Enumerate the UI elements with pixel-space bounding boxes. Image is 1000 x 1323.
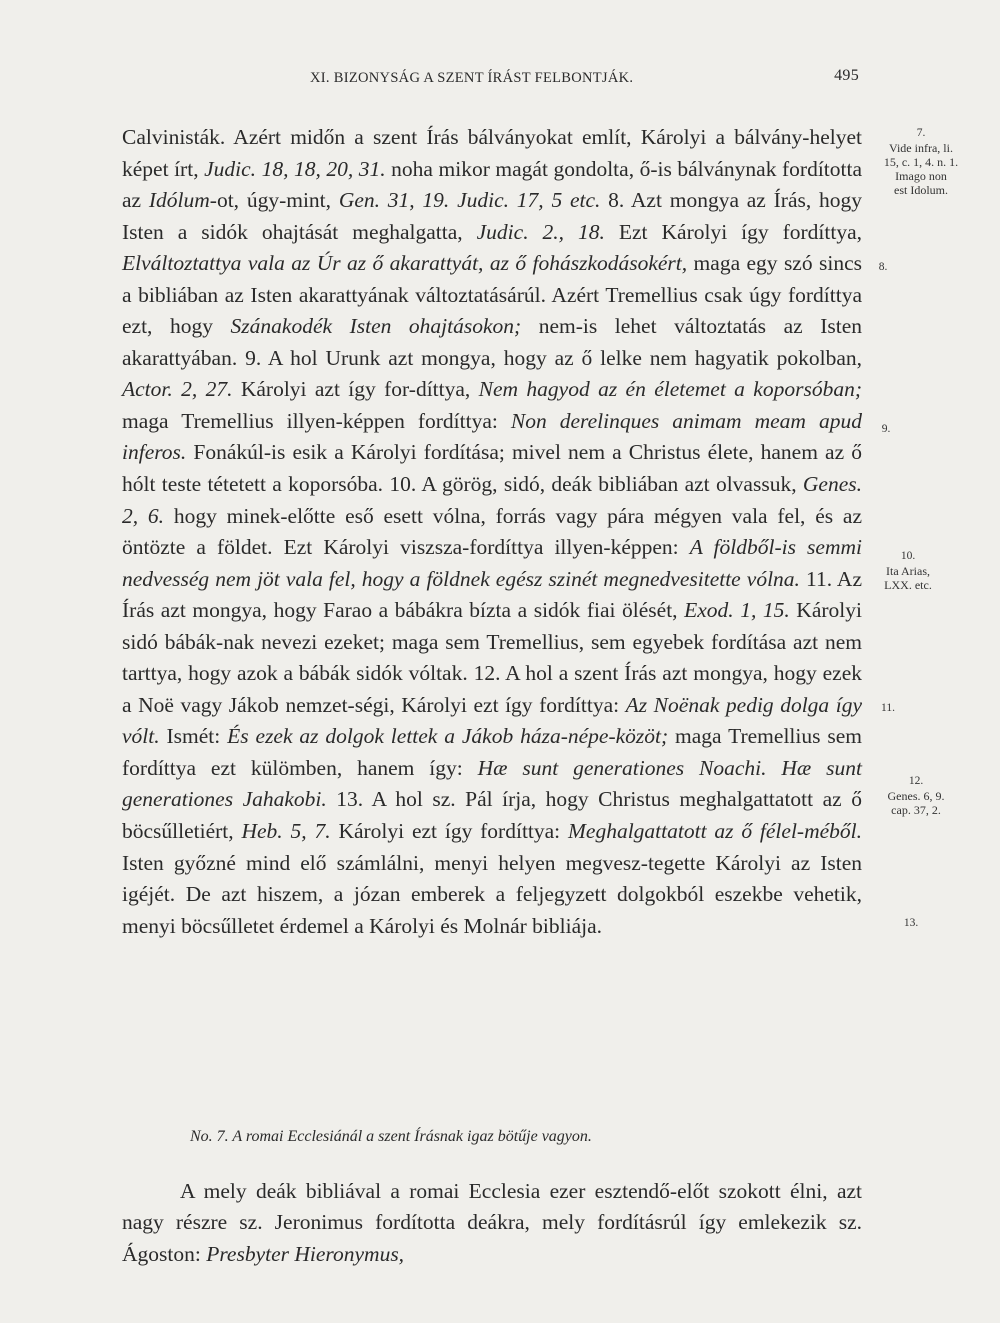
margin-note-number: 11.	[881, 702, 895, 714]
text-run: Calvinisták. Azért midőn a szent Írás bálványokat említ, Károlyi a bálvány-helyet képet írt,	[122, 125, 862, 181]
margin-note-line: est Idolum.	[894, 183, 948, 197]
italic-citation: Non derelinques animam meam apud inferos.	[122, 408, 862, 465]
margin-note-number: 13.	[903, 917, 919, 929]
text-run: nem-is lehet változtatás az Isten akarattyában. 9. A hol Urunk azt mongya, hogy az ő lelke nem hagyatik pokolban,	[122, 314, 863, 370]
italic-citation: Heb. 5, 7.	[241, 819, 331, 844]
italic-citation: Nem hagyod az én életemet a koporsóban;	[478, 377, 862, 402]
main-paragraph	[122, 122, 862, 942]
italic-citation: Meghalgattatott az ő félel-méből.	[568, 819, 862, 844]
italic-citation: Genes. 2, 6.	[122, 472, 862, 528]
text-run: 13. A hol sz. Pál írja, hogy Christus meghalgattatott az ő böcsűlletiért,	[122, 787, 862, 844]
margin-note-line: LXX. etc.	[884, 578, 932, 592]
margin-note-line: cap. 37, 2.	[891, 803, 941, 817]
italic-citation: Hæ sunt generationes Noachi. Hæ sunt generationes Jahakobi.	[122, 755, 862, 812]
margin-note-line: Vide infra, li.	[889, 141, 953, 155]
margin-note-9	[871, 422, 901, 437]
text-run: Ismét:	[159, 724, 228, 749]
text-run: Ezt Károlyi így fordíttya,	[604, 219, 862, 244]
text-run: A mely deák bibliával a romai Ecclesia ezer esztendő-előt szokott élni, azt nagy részre sz. Jeronimus fordította deákra, mely fordításrúl így emlekezik sz. Ágoston:	[122, 1178, 862, 1266]
text-run: maga egy szó sincs a bibliában az Isten akarattyának változtatásárúl. Azért Tremellius csak úgy fordíttya ezt, hogy	[122, 251, 862, 339]
italic-citation: Gen. 31, 19. Judic. 17, 5 etc.	[338, 188, 601, 213]
text-run: maga Tremellius sem fordíttya ezt külömben, hanem így:	[122, 724, 862, 780]
italic-citation: Az Noënak pedig dolga így vólt.	[122, 692, 862, 749]
section-heading: No. 7. A romai Ecclesiánál a szent Írásnak igaz bötűje vagyon.	[190, 1128, 592, 1145]
italic-citation: Idólum	[148, 188, 210, 213]
margin-note-13	[896, 916, 926, 931]
text-run: Károlyi ezt így fordíttya:	[330, 819, 568, 844]
text-run: Isten győzné mind elő számlálni, menyi helyen megvesz-tegette Károlyi az Isten igéjét. De azt hiszem, a józan emberek a feljegyzett dolgokból eszekbe vehetik, menyi böcsűlletet érdemel a Károlyi és Molnár bibliája.	[122, 850, 862, 938]
margin-note-line: 15, c. 1, 4. n. 1.	[883, 155, 959, 169]
next-paragraph	[122, 1176, 862, 1271]
margin-note-11	[868, 701, 908, 716]
margin-note-number: 12.	[908, 775, 924, 787]
text-run: Károlyi sidó bábák-nak nevezi ezeket; maga sem Tremellius, sem egyebek fordítása azt nem tarttya, hogy azok a bábák sidók vóltak. 12. A hol a szent Írás azt mongya, hogy ezek a Noë vagy Jákob nemzet-ségi, Károlyi ezt így fordíttya:	[122, 598, 862, 717]
margin-note-line: Ita Arias,	[886, 564, 930, 578]
text-run: Károlyi azt így for-díttya,	[232, 377, 479, 402]
margin-note-line: Genes. 6, 9.	[887, 789, 945, 803]
main-text-block	[122, 122, 862, 942]
margin-note-line: Imago non	[895, 169, 947, 183]
text-run: -ot, úgy-mint,	[209, 188, 339, 213]
margin-note-number: 9.	[881, 423, 891, 435]
text-run: hogy minek-előtte eső esett vólna, forrás vagy pára mégyen vala fel, és az öntözte a földet. Ezt Károlyi viszsza-fordíttya illyen-képpen:	[122, 503, 862, 560]
margin-note-12	[866, 774, 966, 817]
margin-note-10	[868, 549, 948, 592]
text-run: noha mikor magát gondolta, ő-is bálványnak fordította az	[122, 156, 863, 213]
italic-citation: Presbyter Hieronymus,	[206, 1241, 405, 1266]
margin-note-number: 10.	[900, 550, 916, 562]
italic-citation: Judic. 18, 18, 20, 31.	[204, 156, 386, 181]
margin-note-7	[868, 126, 974, 197]
margin-note-number: 8.	[878, 261, 888, 273]
italic-citation: A földből-is semmi nedvesség nem jöt vala fel, hogy a földnek egész szinét megnedvesitette vólna.	[122, 535, 862, 591]
text-run: 11. Az Írás azt mongya, hogy Farao a bábákra bízta a sidók fiai ölését,	[122, 566, 863, 623]
page-number: 495	[834, 67, 859, 84]
running-title: XI. BIZONYSÁG A SZENT ÍRÁST FELBONTJÁK.	[310, 70, 634, 86]
italic-citation: Exod. 1, 15.	[684, 598, 790, 623]
text-run: 8. Azt mongya az Írás, hogy Isten a sidók ohajtását meghalgatta,	[122, 188, 862, 244]
text-run: Fonákúl-is esik a Károlyi fordítása; mivel nem a Christus élete, hanem az ő hólt teste tétetett a koporsóba. 10. A görög, sidó, deák bibliában azt olvassuk,	[122, 440, 862, 497]
italic-citation: Szánakodék Isten ohajtásokon;	[230, 314, 522, 339]
margin-note-number: 7.	[916, 127, 926, 139]
italic-citation: Actor. 2, 27.	[122, 377, 233, 402]
margin-note-8	[868, 260, 898, 275]
text-run: maga Tremellius illyen-képpen fordíttya:	[122, 408, 511, 433]
italic-citation: Elváltoztattya vala az Úr az ő akarattyát, az ő fohászkodásokért,	[122, 251, 688, 276]
italic-citation: Judic. 2., 18.	[476, 219, 605, 244]
italic-citation: És ezek az dolgok lettek a Jákob háza-népe-közöt;	[227, 724, 669, 749]
